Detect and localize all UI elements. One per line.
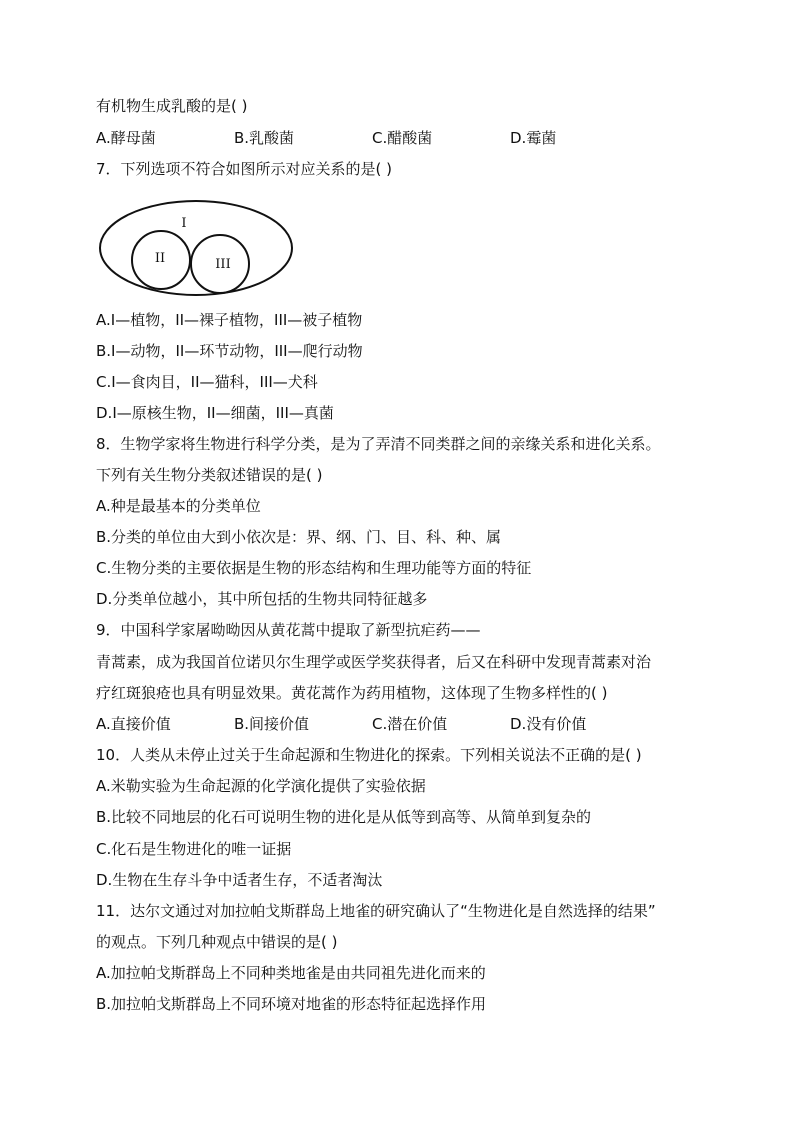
label-i: I bbox=[181, 216, 187, 231]
q9-option-b: B.间接价值 bbox=[234, 715, 310, 733]
q6-option-a: A.酵母菌 bbox=[96, 129, 156, 147]
q9-stem-line-2: 青蒿素，成为我国首位诺贝尔生理学或医学奖获得者，后又在科研中发现青蒿素对治 bbox=[96, 653, 652, 671]
q7-stem: 7．下列选项不符合如图所示对应关系的是( ) bbox=[96, 160, 393, 178]
label-iii: III bbox=[215, 257, 231, 272]
label-ii: II bbox=[154, 251, 166, 266]
q7-option-d: D.I—原核生物，II—细菌，III—真菌 bbox=[96, 404, 334, 422]
q8-stem-line-1: 8．生物学家将生物进行科学分类，是为了弄清不同类群之间的亲缘关系和进化关系。 bbox=[96, 435, 661, 453]
q8-option-b: B.分类的单位由大到小依次是：界、纲、门、目、科、种、属 bbox=[96, 528, 502, 546]
q9-option-d: D.没有价值 bbox=[510, 715, 587, 733]
q10-option-a: A.米勒实验为生命起源的化学演化提供了实验依据 bbox=[96, 777, 426, 795]
q8-option-a: A.种是最基本的分类单位 bbox=[96, 497, 261, 515]
q11-option-a: A.加拉帕戈斯群岛上不同种类地雀是由共同祖先进化而来的 bbox=[96, 964, 486, 982]
q7-option-b: B.I—动物，II—环节动物，III—爬行动物 bbox=[96, 342, 363, 360]
q11-stem-line-2: 的观点。下列几种观点中错误的是( ) bbox=[96, 933, 338, 951]
q9-stem-line-1: 9．中国科学家屠呦呦因从黄花蒿中提取了新型抗疟药—— bbox=[96, 621, 481, 639]
q9-option-a: A.直接价值 bbox=[96, 715, 171, 733]
q11-option-b: B.加拉帕戈斯群岛上不同环境对地雀的形态特征起选择作用 bbox=[96, 995, 487, 1013]
q9-stem-line-3: 疗红斑狼疮也具有明显效果。黄花蒿作为药用植物，这体现了生物多样性的( ) bbox=[96, 684, 608, 702]
q9-option-c: C.潜在价值 bbox=[372, 715, 448, 733]
q6-option-d: D.霉菌 bbox=[510, 129, 557, 147]
q10-option-b: B.比较不同地层的化石可说明生物的进化是从低等到高等、从简单到复杂的 bbox=[96, 808, 592, 826]
q6-option-b: B.乳酸菌 bbox=[234, 129, 295, 147]
q10-option-c: C.化石是生物进化的唯一证据 bbox=[96, 840, 292, 858]
q6-option-c: C.醋酸菌 bbox=[372, 129, 433, 147]
q10-stem: 10．人类从未停止过关于生命起源和生物进化的探索。下列相关说法不正确的是( ) bbox=[96, 746, 642, 764]
q10-option-d: D.生物在生存斗争中适者生存，不适者淘汰 bbox=[96, 871, 383, 889]
q8-option-d: D.分类单位越小，其中所包括的生物共同特征越多 bbox=[96, 590, 428, 608]
q8-option-c: C.生物分类的主要依据是生物的形态结构和生理功能等方面的特征 bbox=[96, 559, 532, 577]
q8-stem-line-2: 下列有关生物分类叙述错误的是( ) bbox=[96, 466, 323, 484]
q7-option-a: A.I—植物，II—裸子植物，III—被子植物 bbox=[96, 311, 363, 329]
q11-stem-line-1: 11．达尔文通过对加拉帕戈斯群岛上地雀的研究确认了“生物进化是自然选择的结果” bbox=[96, 902, 656, 920]
q7-option-c: C.I—食肉目，II—猫科，III—犬科 bbox=[96, 373, 318, 391]
q7-venn-diagram bbox=[96, 196, 296, 300]
q6-stem-tail: 有机物生成乳酸的是( ) bbox=[96, 97, 248, 115]
